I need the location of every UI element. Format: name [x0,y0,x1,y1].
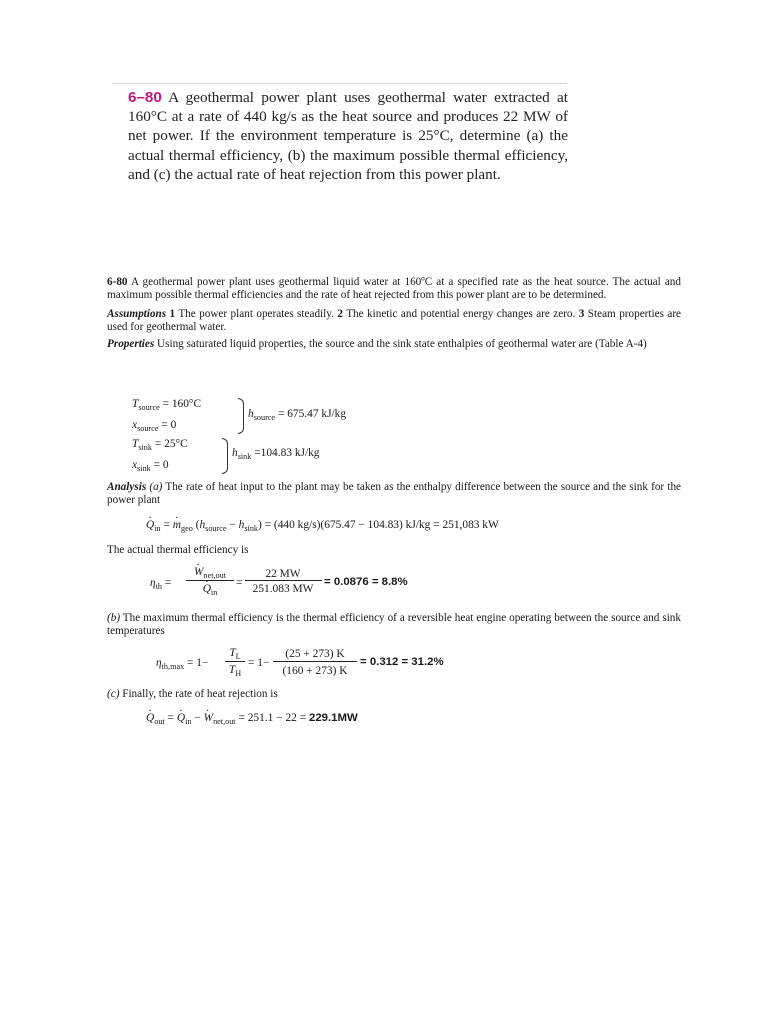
actual-efficiency-paragraph [107,544,681,557]
max-denominator: (160 + 273) K [282,665,348,677]
heat-input-equation: · $Q_{in}$ = · $m_{geo}$ $(h_{source} - h_{sink}) = (440$ kg/s)(675.47 − 104.83) kJ/kg = 251,083 kW [146,519,499,531]
rejection-text: Finally, the rate of heat rejection is [122,688,278,700]
source-enthalpy: $h_{source} = 675.47$ kJ/kg [248,408,347,422]
problem-statement [128,88,568,184]
part-c-label: (c) [107,688,120,700]
assumptions-label: Assumptions [107,307,167,320]
eta-max-symbol: $\eta_{th,max} = 1-$ [156,657,209,671]
solution-number: 6-80 [107,276,128,288]
eff-numerator: 22 MW [265,568,301,580]
eff-result: = 0.0876 = 8.8% [324,576,408,588]
max-result: = 0.312 = 31.2% [360,656,444,668]
qin-denominator: · $Q_{in}$ [187,583,233,595]
wnet-numerator: · $W_{net,out}$ [187,566,233,578]
assumption-2-number: 2 [337,307,343,320]
th-denominator: $T_H$ [228,664,242,678]
source-quality: $x_{source} = 0$ [132,419,177,433]
fraction-line-2 [245,580,322,581]
tl-numerator: $T_L$ [229,647,241,661]
max-efficiency-text: The maximum thermal efficiency is the thermal efficiency of a reversible heat engine operating between the source and sink temperatures [107,612,681,638]
fraction-line-1 [186,580,234,581]
properties-paragraph [107,338,681,351]
part-b-label: (b) [107,612,121,624]
heat-rejection-equation: · $Q_{out}$ = · $Q_{in}$ − · $W_{net,out} = 251.1 - 22 = 229.1MW$ [146,712,358,724]
max-efficiency-paragraph [107,612,681,639]
assumption-1-number: 1 [169,307,176,320]
eff-denominator: 251.083 MW [252,583,314,595]
fraction-line-3 [225,661,245,662]
assumption-2: The kinetic and potential energy changes are zero. [346,307,576,320]
sink-brace [222,438,228,474]
solution-intro [107,276,681,303]
source-brace [238,398,244,434]
sink-temperature: $T_{sink} = 25^\circ C$ [132,438,188,452]
max-numerator: (25 + 273) K [285,648,345,660]
problem-number: 6–80 [128,89,162,106]
fraction-line-4 [273,661,357,662]
analysis-paragraph [107,481,681,508]
analysis-text: The rate of heat input to the plant may be taken as the enthalpy difference between the source and the sink for the power plant [107,481,681,507]
sink-quality: $x_{sink} = 0$ [132,459,169,473]
actual-efficiency-text: The actual thermal efficiency is [107,544,249,556]
source-temperature: $T_{source} = 160^\circ C$ [132,398,202,412]
equals-sign-1: = [236,577,243,589]
eta-th-symbol: $\eta_{th}$ = [150,577,172,591]
problem-text: A geothermal power plant uses geothermal water extracted at 160°C at a rate of 440 kg/s as the heat source and produces 22 MW of net power. If the environment temperature is 25°C, determine (a) the actual thermal efficiency, (b) the maximum possible thermal efficiency, and (c) the actual rate of heat rejection from this power plant. [128,89,568,183]
assumption-1: The power plant operates steadily. [178,307,334,320]
assumptions-paragraph [107,308,681,335]
assumption-3-number: 3 [578,307,585,320]
equals-one-minus: = 1− [248,657,270,669]
header-rule [112,83,567,84]
solution-intro-text: A geothermal power plant uses geothermal liquid water at 160ºC at a specified rate as the heat source. The actual and maximum possible thermal efficiencies and the rate of heat rejected from this power plant are to be determined. [107,276,681,302]
analysis-label: Analysis [107,481,147,493]
qout-result: 229.1MW [308,712,358,724]
sink-enthalpy: $h_{sink} =104.83$ kJ/kg [232,447,320,461]
properties-label: Properties [107,337,155,350]
assumption-3: Steam properties are used for geothermal water. [107,307,682,334]
solution-block [107,276,681,351]
part-a-label: (a) [149,481,163,493]
rejection-paragraph [107,688,681,701]
properties-text: Using saturated liquid properties, the source and the sink state enthalpies of geothermal water are (Table A-4) [157,337,647,350]
